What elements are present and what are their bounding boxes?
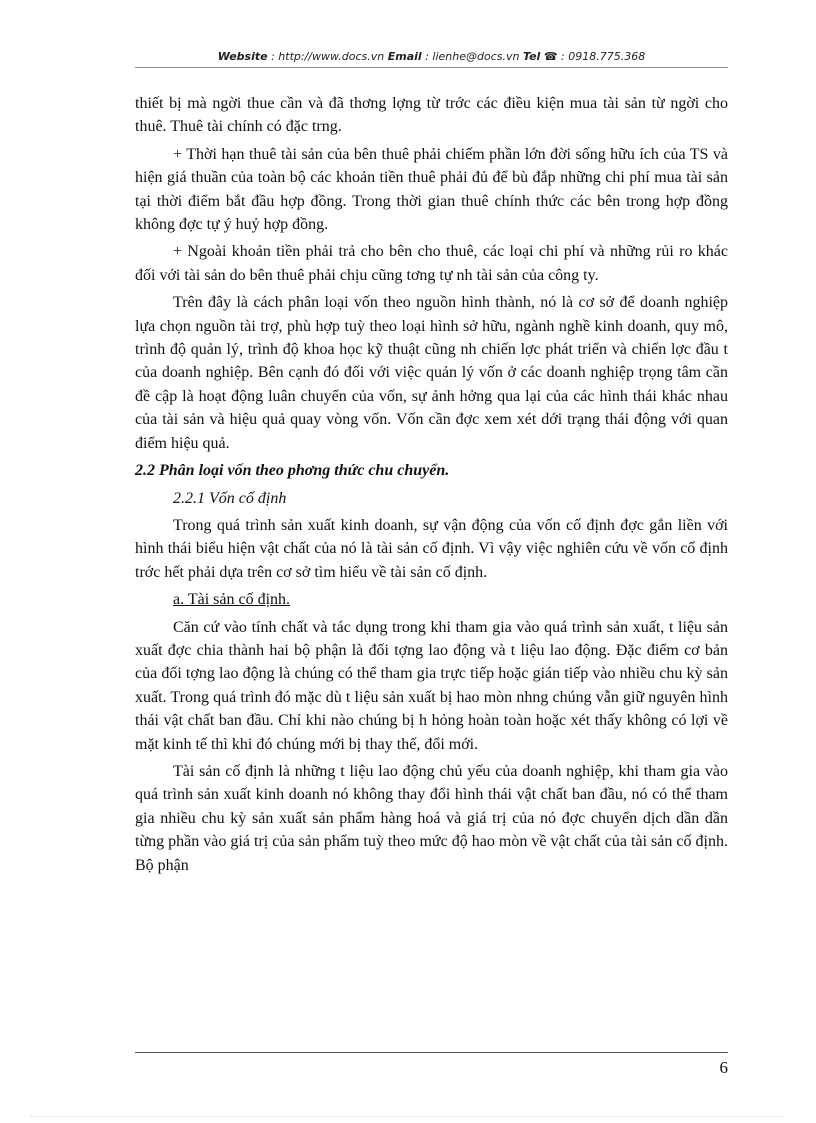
paragraph-7: Tài sản cố định là những t liệu lao động chủ yếu của doanh nghiệp, khi tham gia vào quá trình sản xuất kinh doanh nó không thay đổi hình thái vật chất ban đầu, nó có thể tham gia nhiều chu kỳ sản xuất sản phẩm hàng hoá và giá trị của nó đợc chuyển dịch dần dần từng phần vào giá trị của sản phẩm tuỳ theo mức độ hao mòn về vật chất của tài sản cố định. Bộ phận — [135, 762, 728, 874]
paragraph-1: thiết bị mà ngời thue cần và đã thơng lợng từ trớc các điều kiện mua tài sản từ ngời cho thuê. Thuê tài chính có đặc trng. — [135, 95, 728, 136]
page-bottom-border — [30, 1116, 786, 1117]
section-heading: 2.2 Phân loại vốn theo phơng thức chu chuyển. — [135, 462, 450, 480]
page-header — [135, 50, 728, 63]
document-body — [135, 92, 728, 881]
email-label: Email — [387, 50, 422, 63]
subsection-heading: 2.2.1 Vốn cố định — [173, 489, 287, 507]
tel-value: ☎ : 0918.775.368 — [543, 50, 646, 63]
email-value: : lienhe@docs.vn — [425, 50, 520, 63]
website-label: Website — [217, 50, 268, 63]
paragraph-2: + Thời hạn thuê tài sản của bên thuê phải chiếm phần lớn đời sống hữu ích của TS và hiện giá thuần của toàn bộ các khoản tiền thuê phải đủ để bù đắp những chi phí mua tài sản tại thời điểm bắt đầu hợp đồng. Trong thời gian thuê chính thức các bên trong hợp đồng không đợc tự ý huỷ hợp đồng. — [135, 145, 728, 234]
header-divider — [135, 67, 728, 68]
paragraph-4: Trên đây là cách phân loại vốn theo nguồn hình thành, nó là cơ sở để doanh nghiệp lựa chọn nguồn tài trợ, phù hợp tuỳ theo loại hình sở hữu, ngành nghề kinh doanh, quy mô, trình độ quản lý, trình độ khoa học kỹ thuật cũng nh chiến lợc phát triển và chiến lợc đầu t của doanh nghiệp. Bên cạnh đó đối với việc quản lý vốn ở các doanh nghiệp trọng tâm cần đề cập là hoạt động luân chuyển của vốn, sự ảnh hởng qua lại của các hình thái khác nhau của tài sản và hiệu quả quay vòng vốn. Vốn cần đợc xem xét dới trạng thái động với quan điểm hiệu quả. — [135, 294, 728, 452]
page-number: 6 — [719, 1058, 728, 1077]
paragraph-5: Trong quá trình sản xuất kinh doanh, sự vận động của vốn cố định đợc gắn liền với hình thái biểu hiện vật chất của nó là tài sản cố định. Vì vậy việc nghiên cứu về vốn cố định trớc hết phải dựa trên cơ sở tìm hiểu về tài sản cố định. — [135, 516, 728, 581]
footer-divider — [135, 1052, 728, 1053]
tel-label: Tel — [522, 50, 541, 63]
paragraph-6: Căn cứ vào tính chất và tác dụng trong khi tham gia vào quá trình sản xuất, t liệu sản xuất đợc chia thành hai bộ phận là đối tợng lao động và t liệu lao động. Đặc điểm cơ bản của đối tợng lao động là chúng có thể tham gia trực tiếp hoặc gián tiếp vào nhiều chu kỳ sản xuất. Trong quá trình đó mặc dù t liệu sản xuất bị hao mòn nhng chúng vẫn giữ nguyên hình thái vật chất ban đầu. Chỉ khi nào chúng bị h hỏng hoàn toàn hoặc xét thấy không có lợi về mặt kinh tế thì khi đó chúng mới bị thay thế, đổi mới. — [135, 618, 728, 753]
paragraph-3: + Ngoài khoản tiền phải trả cho bên cho thuê, các loại chi phí và những rủi ro khác đối với tài sản do bên thuê phải chịu cũng tơng tự nh tài sản của công ty. — [135, 243, 728, 284]
website-value: : http://www.docs.vn — [271, 50, 385, 63]
item-heading: a. Tài sản cố định. — [173, 591, 291, 609]
